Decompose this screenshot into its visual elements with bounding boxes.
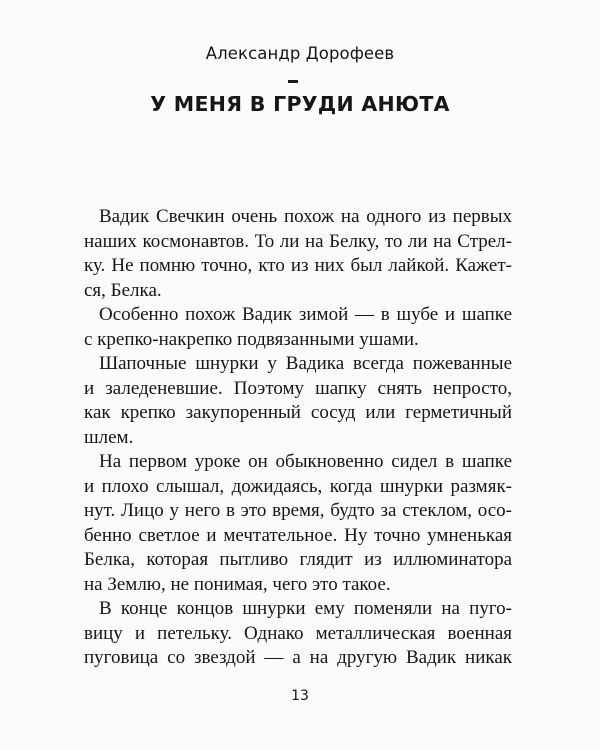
author-name: Александр Дорофеев bbox=[205, 44, 395, 63]
title-dash bbox=[288, 80, 298, 83]
text-line: с крепко-накрепко подвязанными ушами. bbox=[84, 328, 419, 350]
text-line: наших космонавтов. То ли на Белку, то ли на Стрел- bbox=[84, 230, 512, 252]
text-line: как крепко закупоренный сосуд или герметичный bbox=[84, 402, 512, 423]
text-line: Вадик Свечкин очень похож на одного из первых bbox=[99, 206, 512, 227]
text-line: бенно светлое и мечтательное. Ну точно умненькая bbox=[84, 524, 512, 546]
text-line: ку. Не помню точно, кто из них был лайкой. Кажет- bbox=[84, 255, 512, 276]
text-line: Шапочные шнурки у Вадика всегда пожеванные bbox=[99, 353, 512, 374]
text-line: Особенно похож Вадик зимой — в шубе и шапке bbox=[99, 304, 512, 325]
text-line: В конце концов шнурки ему поменяли на пуго- bbox=[99, 598, 512, 619]
body-text bbox=[84, 205, 512, 671]
text-line: На первом уроке он обыкновенно сидел в шапке bbox=[99, 451, 512, 472]
text-line: пуговица со звездой — а на другую Вадик никак bbox=[84, 647, 512, 668]
text-line: на Землю, не понимая, чего это такое. bbox=[84, 573, 391, 595]
page-number: 13 bbox=[291, 688, 309, 704]
text-line: шлем. bbox=[84, 426, 134, 448]
story-title: У МЕНЯ В ГРУДИ АНЮТА bbox=[150, 92, 450, 116]
text-line: ся, Белка. bbox=[84, 279, 162, 301]
text-line: вицу и петельку. Однако металлическая военная bbox=[84, 622, 512, 644]
text-line: нут. Лицо у него в это время, будто за стеклом, осо- bbox=[84, 500, 512, 521]
text-line: и заледеневшие. Поэтому шапку снять непросто, bbox=[84, 377, 512, 399]
text-line: и плохо слышал, дожидаясь, когда шнурки размяк- bbox=[84, 475, 512, 497]
text-line: Белка, которая пытливо глядит из иллюминатора bbox=[84, 549, 512, 570]
